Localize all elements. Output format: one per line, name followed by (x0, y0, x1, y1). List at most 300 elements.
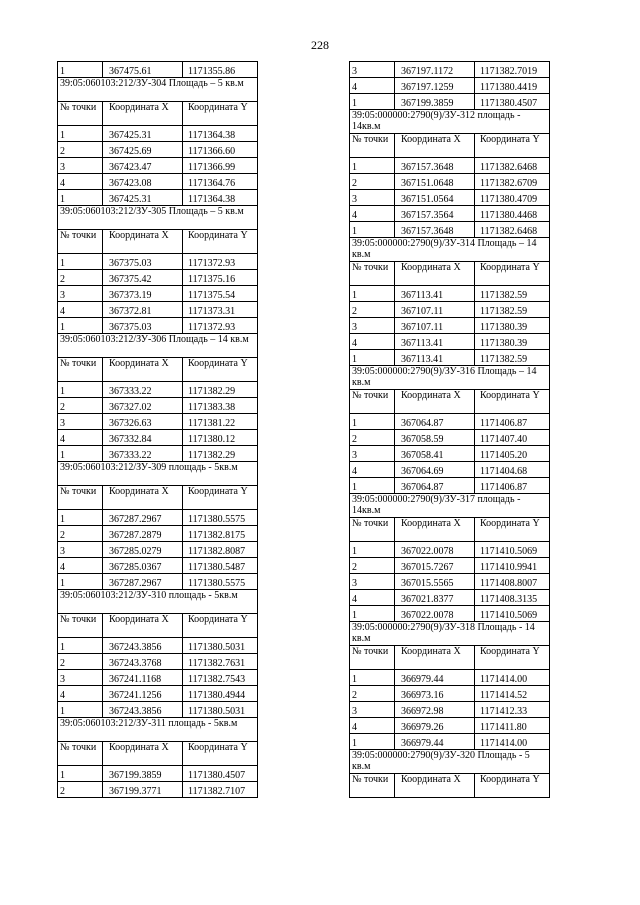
coordinate-x: 367113.41 (395, 334, 475, 350)
point-number: 1 (350, 478, 395, 494)
header-coordinate-x: Координата X (395, 518, 475, 542)
point-number: 3 (350, 318, 395, 334)
coordinate-x: 366973.16 (395, 686, 475, 702)
coordinate-y: 1171406.87 (475, 414, 550, 430)
table-row (350, 190, 550, 206)
header-coordinate-x: Координата X (395, 390, 475, 414)
parcel-title-row (350, 494, 550, 518)
parcel-title-row (350, 750, 550, 774)
table-row (58, 142, 258, 158)
point-number: 1 (58, 510, 103, 526)
coordinate-x: 367333.22 (103, 446, 183, 462)
coordinate-x: 367107.11 (395, 318, 475, 334)
point-number: 1 (58, 254, 103, 270)
table-row (350, 430, 550, 446)
table-row (350, 94, 550, 110)
coordinate-x: 367113.41 (395, 286, 475, 302)
table-row (58, 654, 258, 670)
table-row (350, 702, 550, 718)
coordinate-x: 367375.03 (103, 254, 183, 270)
table-row (58, 158, 258, 174)
header-coordinate-y: Координата Y (475, 774, 550, 798)
coordinate-y: 1171382.59 (475, 286, 550, 302)
coordinate-y: 1171382.6468 (475, 158, 550, 174)
coordinate-x: 367064.69 (395, 462, 475, 478)
coordinate-x: 367375.03 (103, 318, 183, 334)
coordinate-y: 1171414.52 (475, 686, 550, 702)
header-row (58, 486, 258, 510)
table-row (58, 670, 258, 686)
coordinates-table-left (57, 61, 258, 798)
coordinate-y: 1171381.22 (183, 414, 258, 430)
coordinate-x: 367333.22 (103, 382, 183, 398)
coordinate-y: 1171382.8087 (183, 542, 258, 558)
coordinate-y: 1171366.60 (183, 142, 258, 158)
coordinate-y: 1171375.54 (183, 286, 258, 302)
header-coordinate-y: Координата Y (183, 614, 258, 638)
coordinate-y: 1171382.6468 (475, 222, 550, 238)
table-row (58, 174, 258, 190)
point-number: 4 (350, 590, 395, 606)
coordinate-x: 366979.44 (395, 670, 475, 686)
coordinate-y: 1171364.76 (183, 174, 258, 190)
header-coordinate-y: Координата Y (475, 390, 550, 414)
page-number: 228 (311, 38, 329, 52)
coordinate-x: 367332.84 (103, 430, 183, 446)
table-row (58, 558, 258, 574)
coordinate-x: 367107.11 (395, 302, 475, 318)
point-number: 2 (58, 142, 103, 158)
parcel-title-row (58, 718, 258, 742)
point-number: 1 (350, 606, 395, 622)
header-coordinate-y: Координата Y (475, 134, 550, 158)
table-row (58, 126, 258, 142)
coordinate-x: 367423.08 (103, 174, 183, 190)
coordinate-y: 1171414.00 (475, 734, 550, 750)
point-number: 3 (58, 670, 103, 686)
coordinate-x: 367243.3768 (103, 654, 183, 670)
point-number: 1 (350, 734, 395, 750)
table-row (58, 526, 258, 542)
coordinate-y: 1171364.38 (183, 190, 258, 206)
header-row (350, 262, 550, 286)
point-number: 1 (58, 62, 103, 78)
coordinate-x: 367425.31 (103, 190, 183, 206)
point-number: 1 (350, 542, 395, 558)
coordinate-y: 1171407.40 (475, 430, 550, 446)
coordinate-y: 1171380.5487 (183, 558, 258, 574)
table-row (350, 350, 550, 366)
header-row (350, 646, 550, 670)
point-number: 4 (58, 174, 103, 190)
parcel-title: 39:05:000000:2790(9)/ЗУ-317 площадь - 14кв.м (350, 494, 550, 518)
header-point-number: № точки (350, 390, 395, 414)
parcel-title: 39:05:000000:2790(9)/ЗУ-312 площадь - 14кв.м (350, 110, 550, 134)
parcel-title-row (58, 462, 258, 486)
coordinate-x: 367285.0367 (103, 558, 183, 574)
coordinate-y: 1171382.7107 (183, 782, 258, 798)
coordinate-y: 1171411.80 (475, 718, 550, 734)
coordinate-y: 1171382.29 (183, 382, 258, 398)
point-number: 1 (350, 350, 395, 366)
header-coordinate-x: Координата X (103, 230, 183, 254)
coordinate-x: 367197.1172 (395, 62, 475, 78)
coordinate-x: 367151.0564 (395, 190, 475, 206)
table-row (58, 446, 258, 462)
coordinate-y: 1171373.31 (183, 302, 258, 318)
table-row (58, 398, 258, 414)
header-coordinate-x: Координата X (103, 742, 183, 766)
header-coordinate-x: Координата X (395, 262, 475, 286)
coordinate-x: 367157.3648 (395, 158, 475, 174)
coordinate-y: 1171380.5575 (183, 574, 258, 590)
coordinate-x: 366972.98 (395, 702, 475, 718)
header-point-number: № точки (350, 774, 395, 798)
point-number: 1 (350, 158, 395, 174)
table-row (350, 542, 550, 558)
coordinate-y: 1171412.33 (475, 702, 550, 718)
parcel-title-row (350, 110, 550, 134)
coordinate-y: 1171382.7543 (183, 670, 258, 686)
coordinate-y: 1171380.4709 (475, 190, 550, 206)
header-point-number: № точки (350, 134, 395, 158)
coordinate-x: 366979.26 (395, 718, 475, 734)
coordinate-x: 367475.61 (103, 62, 183, 78)
point-number: 3 (350, 702, 395, 718)
point-number: 4 (58, 430, 103, 446)
point-number: 1 (58, 574, 103, 590)
coordinate-y: 1171382.8175 (183, 526, 258, 542)
parcel-title: 39:05:060103:212/ЗУ-305 Площадь – 5 кв.м (58, 206, 258, 230)
coordinate-x: 367021.8377 (395, 590, 475, 606)
coordinate-x: 367423.47 (103, 158, 183, 174)
coordinate-x: 367327.02 (103, 398, 183, 414)
coordinate-y: 1171383.38 (183, 398, 258, 414)
coordinate-x: 367372.81 (103, 302, 183, 318)
coordinate-x: 367287.2967 (103, 574, 183, 590)
table-row (58, 62, 258, 78)
table-row (350, 158, 550, 174)
point-number: 3 (58, 542, 103, 558)
table-row (350, 606, 550, 622)
point-number: 4 (350, 718, 395, 734)
coordinate-x: 367022.0078 (395, 542, 475, 558)
point-number: 2 (350, 558, 395, 574)
coordinate-y: 1171410.5069 (475, 606, 550, 622)
header-point-number: № точки (58, 614, 103, 638)
table-row (350, 574, 550, 590)
point-number: 1 (350, 670, 395, 686)
coordinate-y: 1171380.4507 (183, 766, 258, 782)
point-number: 1 (58, 446, 103, 462)
parcel-title: 39:05:000000:2790(9)/ЗУ-314 Площадь – 14 кв.м (350, 238, 550, 262)
coordinate-x: 367373.19 (103, 286, 183, 302)
parcel-title: 39:05:060103:212/ЗУ-309 площадь - 5кв.м (58, 462, 258, 486)
point-number: 3 (58, 414, 103, 430)
parcel-title-row (350, 238, 550, 262)
table-row (350, 670, 550, 686)
table-row (58, 318, 258, 334)
coordinate-y: 1171382.59 (475, 302, 550, 318)
header-coordinate-y: Координата Y (475, 646, 550, 670)
coordinate-y: 1171380.12 (183, 430, 258, 446)
table-row (350, 462, 550, 478)
table-row (350, 718, 550, 734)
point-number: 2 (58, 782, 103, 798)
point-number: 1 (58, 190, 103, 206)
coordinate-x: 367326.63 (103, 414, 183, 430)
parcel-title: 39:05:000000:2790(9)/ЗУ-318 Площадь - 14 кв.м (350, 622, 550, 646)
table-row (350, 334, 550, 350)
point-number: 1 (350, 286, 395, 302)
coordinate-x: 367287.2967 (103, 510, 183, 526)
header-point-number: № точки (58, 742, 103, 766)
coordinate-y: 1171410.5069 (475, 542, 550, 558)
header-point-number: № точки (350, 646, 395, 670)
table-row (58, 286, 258, 302)
point-number: 1 (58, 638, 103, 654)
table-row (58, 574, 258, 590)
header-point-number: № точки (58, 486, 103, 510)
coordinate-y: 1171410.9941 (475, 558, 550, 574)
header-coordinate-x: Координата X (103, 486, 183, 510)
point-number: 2 (350, 302, 395, 318)
coordinate-x: 367197.1259 (395, 78, 475, 94)
coordinate-y: 1171414.00 (475, 670, 550, 686)
coordinate-y: 1171375.16 (183, 270, 258, 286)
table-row (350, 318, 550, 334)
coordinate-y: 1171405.20 (475, 446, 550, 462)
coordinate-y: 1171380.5031 (183, 702, 258, 718)
header-coordinate-y: Координата Y (475, 518, 550, 542)
parcel-title: 39:05:060103:212/ЗУ-304 Площадь – 5 кв.м (58, 78, 258, 102)
table-row (58, 414, 258, 430)
coordinate-x: 367064.87 (395, 414, 475, 430)
coordinate-x: 367058.59 (395, 430, 475, 446)
coordinate-x: 367199.3859 (103, 766, 183, 782)
header-point-number: № точки (350, 262, 395, 286)
point-number: 1 (350, 94, 395, 110)
header-row (58, 230, 258, 254)
coordinate-y: 1171380.4468 (475, 206, 550, 222)
parcel-title: 39:05:000000:2790(9)/ЗУ-320 Площадь - 5 кв.м (350, 750, 550, 774)
header-row (350, 134, 550, 158)
point-number: 1 (58, 318, 103, 334)
coordinate-y: 1171364.38 (183, 126, 258, 142)
table-row (58, 382, 258, 398)
parcel-title-row (350, 366, 550, 390)
parcel-title-row (350, 622, 550, 646)
table-row (58, 686, 258, 702)
table-row (58, 302, 258, 318)
coordinate-x: 367199.3859 (395, 94, 475, 110)
header-coordinate-y: Координата Y (183, 486, 258, 510)
header-row (350, 774, 550, 798)
header-row (58, 742, 258, 766)
parcel-title-row (58, 206, 258, 230)
header-point-number: № точки (350, 518, 395, 542)
header-point-number: № точки (58, 358, 103, 382)
left-table-body (58, 62, 258, 798)
point-number: 3 (58, 286, 103, 302)
table-row (58, 510, 258, 526)
point-number: 4 (350, 462, 395, 478)
table-row (350, 446, 550, 462)
table-row (58, 190, 258, 206)
parcel-title: 39:05:000000:2790(9)/ЗУ-316 Площадь – 14 кв.м (350, 366, 550, 390)
coordinate-x: 367113.41 (395, 350, 475, 366)
coordinate-y: 1171382.59 (475, 350, 550, 366)
point-number: 2 (58, 654, 103, 670)
header-coordinate-x: Координата X (395, 646, 475, 670)
point-number: 1 (58, 382, 103, 398)
table-row (350, 414, 550, 430)
point-number: 3 (350, 62, 395, 78)
coordinate-x: 367015.5565 (395, 574, 475, 590)
coordinate-y: 1171380.39 (475, 334, 550, 350)
table-row (350, 222, 550, 238)
header-coordinate-x: Координата X (103, 614, 183, 638)
point-number: 2 (350, 686, 395, 702)
header-coordinate-y: Координата Y (183, 102, 258, 126)
coordinate-x: 367022.0078 (395, 606, 475, 622)
coordinate-y: 1171372.93 (183, 254, 258, 270)
table-row (58, 270, 258, 286)
parcel-title-row (58, 78, 258, 102)
coordinate-y: 1171372.93 (183, 318, 258, 334)
coordinate-x: 367064.87 (395, 478, 475, 494)
table-row (350, 590, 550, 606)
point-number: 1 (58, 766, 103, 782)
header-coordinate-x: Координата X (395, 774, 475, 798)
coordinate-x: 367151.0648 (395, 174, 475, 190)
coordinate-x: 367425.69 (103, 142, 183, 158)
header-coordinate-x: Координата X (103, 102, 183, 126)
coordinate-x: 367243.3856 (103, 638, 183, 654)
table-row (350, 174, 550, 190)
table-row (58, 542, 258, 558)
coordinate-y: 1171408.3135 (475, 590, 550, 606)
point-number: 1 (350, 414, 395, 430)
point-number: 3 (350, 574, 395, 590)
point-number: 4 (350, 334, 395, 350)
header-point-number: № точки (58, 102, 103, 126)
table-row (350, 302, 550, 318)
point-number: 2 (350, 174, 395, 190)
coordinate-x: 366979.44 (395, 734, 475, 750)
table-row (58, 638, 258, 654)
coordinate-y: 1171382.7631 (183, 654, 258, 670)
table-row (350, 478, 550, 494)
coordinate-y: 1171382.29 (183, 446, 258, 462)
coordinate-x: 367157.3564 (395, 206, 475, 222)
table-row (350, 686, 550, 702)
point-number: 2 (58, 270, 103, 286)
coordinate-x: 367243.3856 (103, 702, 183, 718)
parcel-title-row (58, 334, 258, 358)
point-number: 1 (58, 702, 103, 718)
point-number: 1 (58, 126, 103, 142)
point-number: 4 (58, 302, 103, 318)
header-coordinate-x: Координата X (103, 358, 183, 382)
header-coordinate-y: Координата Y (183, 230, 258, 254)
point-number: 4 (350, 78, 395, 94)
parcel-title: 39:05:060103:212/ЗУ-310 площадь - 5кв.м (58, 590, 258, 614)
header-coordinate-y: Координата Y (183, 358, 258, 382)
header-row (58, 102, 258, 126)
coordinate-x: 367241.1168 (103, 670, 183, 686)
coordinates-table-right (349, 61, 550, 798)
header-row (350, 390, 550, 414)
parcel-title: 39:05:060103:212/ЗУ-306 Площадь – 14 кв.м (58, 334, 258, 358)
coordinate-y: 1171404.68 (475, 462, 550, 478)
coordinate-x: 367285.0279 (103, 542, 183, 558)
table-row (350, 206, 550, 222)
parcel-title-row (58, 590, 258, 614)
table-row (58, 782, 258, 798)
coordinate-y: 1171408.8007 (475, 574, 550, 590)
table-row (58, 702, 258, 718)
table-row (350, 78, 550, 94)
point-number: 4 (58, 686, 103, 702)
point-number: 3 (350, 190, 395, 206)
coordinate-y: 1171380.5575 (183, 510, 258, 526)
point-number: 2 (350, 430, 395, 446)
coordinate-x: 367015.7267 (395, 558, 475, 574)
point-number: 3 (58, 158, 103, 174)
coordinate-x: 367199.3771 (103, 782, 183, 798)
coordinate-y: 1171382.7019 (475, 62, 550, 78)
coordinate-y: 1171380.4419 (475, 78, 550, 94)
header-coordinate-y: Координата Y (475, 262, 550, 286)
parcel-title: 39:05:060103:212/ЗУ-311 площадь - 5кв.м (58, 718, 258, 742)
table-row (350, 734, 550, 750)
point-number: 3 (350, 446, 395, 462)
coordinate-x: 367375.42 (103, 270, 183, 286)
coordinate-x: 367425.31 (103, 126, 183, 142)
header-row (58, 614, 258, 638)
table-row (350, 286, 550, 302)
point-number: 2 (58, 398, 103, 414)
coordinate-y: 1171380.39 (475, 318, 550, 334)
point-number: 2 (58, 526, 103, 542)
coordinate-y: 1171380.4507 (475, 94, 550, 110)
header-row (58, 358, 258, 382)
coordinate-y: 1171406.87 (475, 478, 550, 494)
coordinate-y: 1171382.6709 (475, 174, 550, 190)
coordinate-x: 367157.3648 (395, 222, 475, 238)
table-row (58, 430, 258, 446)
point-number: 1 (350, 222, 395, 238)
coordinate-y: 1171366.99 (183, 158, 258, 174)
coordinate-y: 1171380.4944 (183, 686, 258, 702)
coordinate-x: 367241.1256 (103, 686, 183, 702)
point-number: 4 (58, 558, 103, 574)
coordinate-y: 1171355.86 (183, 62, 258, 78)
coordinate-x: 367287.2879 (103, 526, 183, 542)
coordinate-y: 1171380.5031 (183, 638, 258, 654)
header-row (350, 518, 550, 542)
coordinate-x: 367058.41 (395, 446, 475, 462)
table-row (350, 558, 550, 574)
header-point-number: № точки (58, 230, 103, 254)
right-table-body (350, 62, 550, 798)
table-row (58, 766, 258, 782)
table-row (350, 62, 550, 78)
header-coordinate-x: Координата X (395, 134, 475, 158)
header-coordinate-y: Координата Y (183, 742, 258, 766)
table-row (58, 254, 258, 270)
